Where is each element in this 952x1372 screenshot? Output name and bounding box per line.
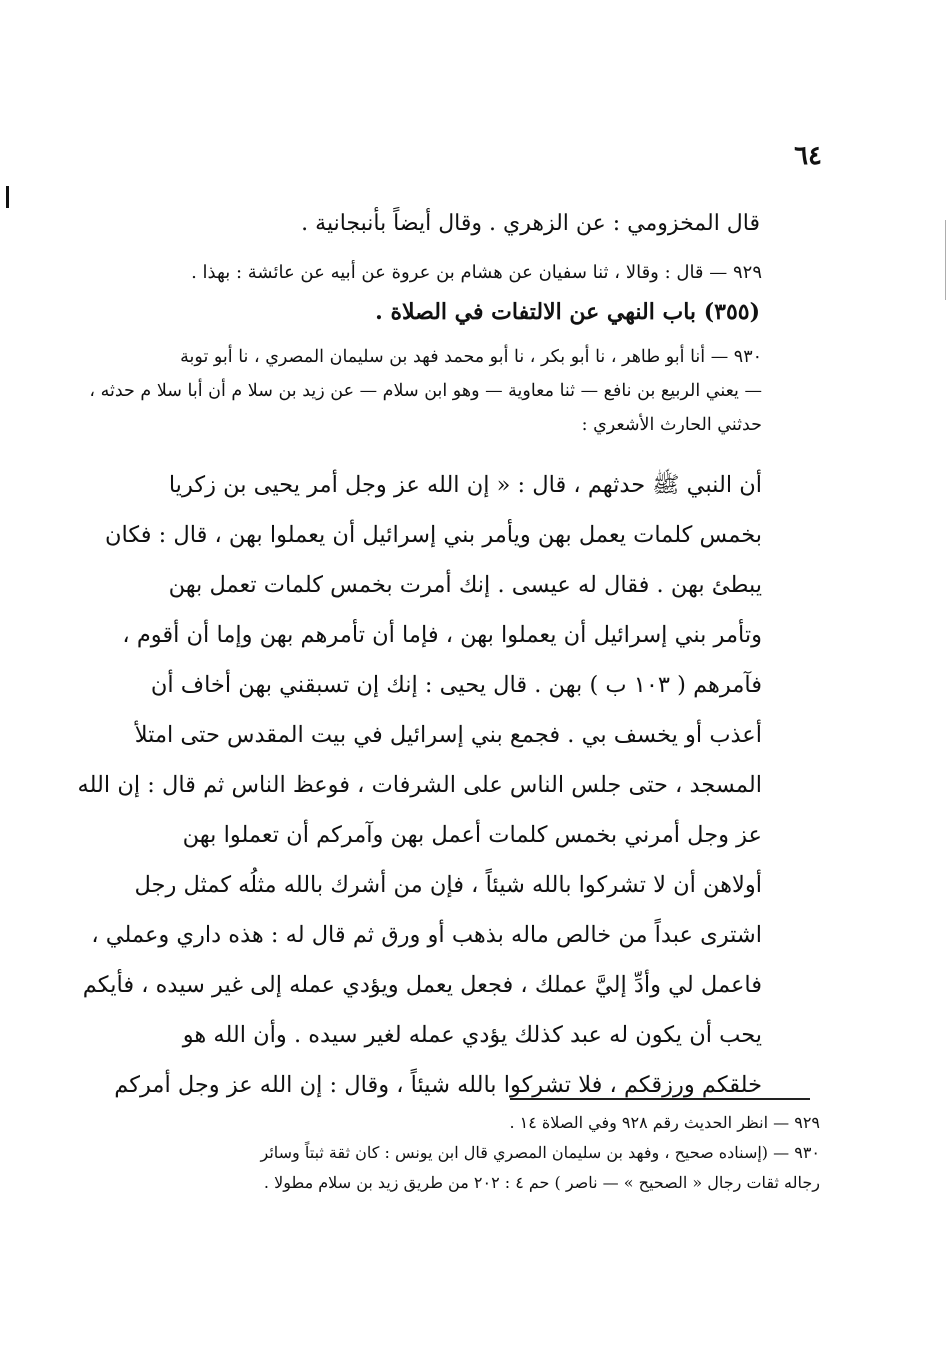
chapter-heading [300, 290, 760, 334]
hadith-930-matn [77, 460, 762, 1110]
margin-mark [6, 186, 9, 208]
body-line: يحب أن يكون له عبد كذلك يؤدي عمله لغير سيده . وأن الله هو [182, 1022, 762, 1048]
body-line: فاعمل لي وأدِّ إليَّ عملك ، فجعل يعمل ويؤدي عمله إلى غير سيده ، فأيكم [82, 972, 762, 998]
body-line: أعذب أو يخسف بي . فجمع بني إسرائيل في بيت المقدس حتى امتلأ [134, 722, 762, 748]
footnote-divider [510, 1098, 810, 1100]
intro-line [120, 200, 760, 248]
hadith-929-text: ٩٢٩ — قال : وقالا ، ثنا سفيان عن هشام بن عروة عن أبيه عن عائشة : بهذا . [191, 262, 762, 283]
body-line: يبطئ بهن . فقال له عيسى . إنك أمرت بخمس كلمات تعمل بهن [168, 572, 762, 598]
body-line: وتأمر بني إسرائيل أن يعملوا بهن ، فإما أن تأمرهم بهن وإما أن أقوم ، [122, 622, 762, 648]
hadith-930-isnad [89, 340, 762, 442]
body-line: فآمرهم ( ١٠٣ ب ) بهن . قال يحيى : إنك إن تسبقني بهن أخاف أن [150, 672, 762, 698]
isnad-line: حدثني الحارث الأشعري : [581, 415, 762, 435]
footnote-line: ٩٣٠ — (إسناده صحيح ، وفهد بن سليمان المصري قال ابن يونس : كان ثقة ثبتاً وسائر [260, 1143, 820, 1162]
body-line: أولاهن أن لا تشركوا بالله شيئاً ، فإن من أشرك بالله مثلُه كمثل رجل [134, 872, 762, 898]
chapter-heading-text: (٣٥٥) باب النهي عن الالتفات في الصلاة . [375, 299, 760, 325]
isnad-line: ٩٣٠ — أنا أبو طاهر ، نا أبو بكر ، نا أبو محمد فهد بن سليمان المصري ، نا أبو توبة [180, 347, 762, 367]
footnote-line: ٩٢٩ — انظر الحديث رقم ٩٢٨ وفي الصلاة ١٤ . [509, 1113, 820, 1132]
isnad-line: — يعني الربيع بن نافع — ثنا معاوية — وهو ابن سلام — عن زيد بن سلا م أن أبا سلا م حدثه ، [89, 381, 762, 401]
footnote-line: رجاله ثقات رجال « الصحيح » — ناصر ) حم ٤ : ٢٠٢ من طريق زيد بن سلام مطولا . [263, 1173, 820, 1192]
footnotes [120, 1108, 820, 1198]
body-line: المسجد ، حتى جلس الناس على الشرفات ، فوعظ الناس ثم قال : إن الله [77, 772, 762, 798]
body-line: أن النبي ﷺ حدثهم ، قال : « إن الله عز وجل أمر يحيى بن زكريا [168, 472, 762, 498]
body-line: اشترى عبداً من خالص ماله بذهب أو ورق ثم قال له : هذه داري وعملي ، [91, 922, 762, 948]
intro-text: قال المخزومي : عن الزهري . وقال أيضاً بأنبجانية . [301, 211, 760, 236]
body-line: خلقكم ورزقكم ، فلا تشركوا بالله شيئاً ، وقال : إن الله عز وجل أمركم [114, 1072, 762, 1098]
page-number: ٦٤ [794, 141, 822, 171]
body-line: عز وجل أمرني بخمس كلمات أعمل بهن وآمركم أن تعملوا بهن [182, 822, 762, 848]
margin-shadow [945, 220, 946, 300]
hadith-929-isnad [126, 256, 762, 290]
body-line: بخمس كلمات يعمل بهن ويأمر بني إسرائيل أن يعملوا بهن ، قال : فكان [104, 522, 762, 548]
